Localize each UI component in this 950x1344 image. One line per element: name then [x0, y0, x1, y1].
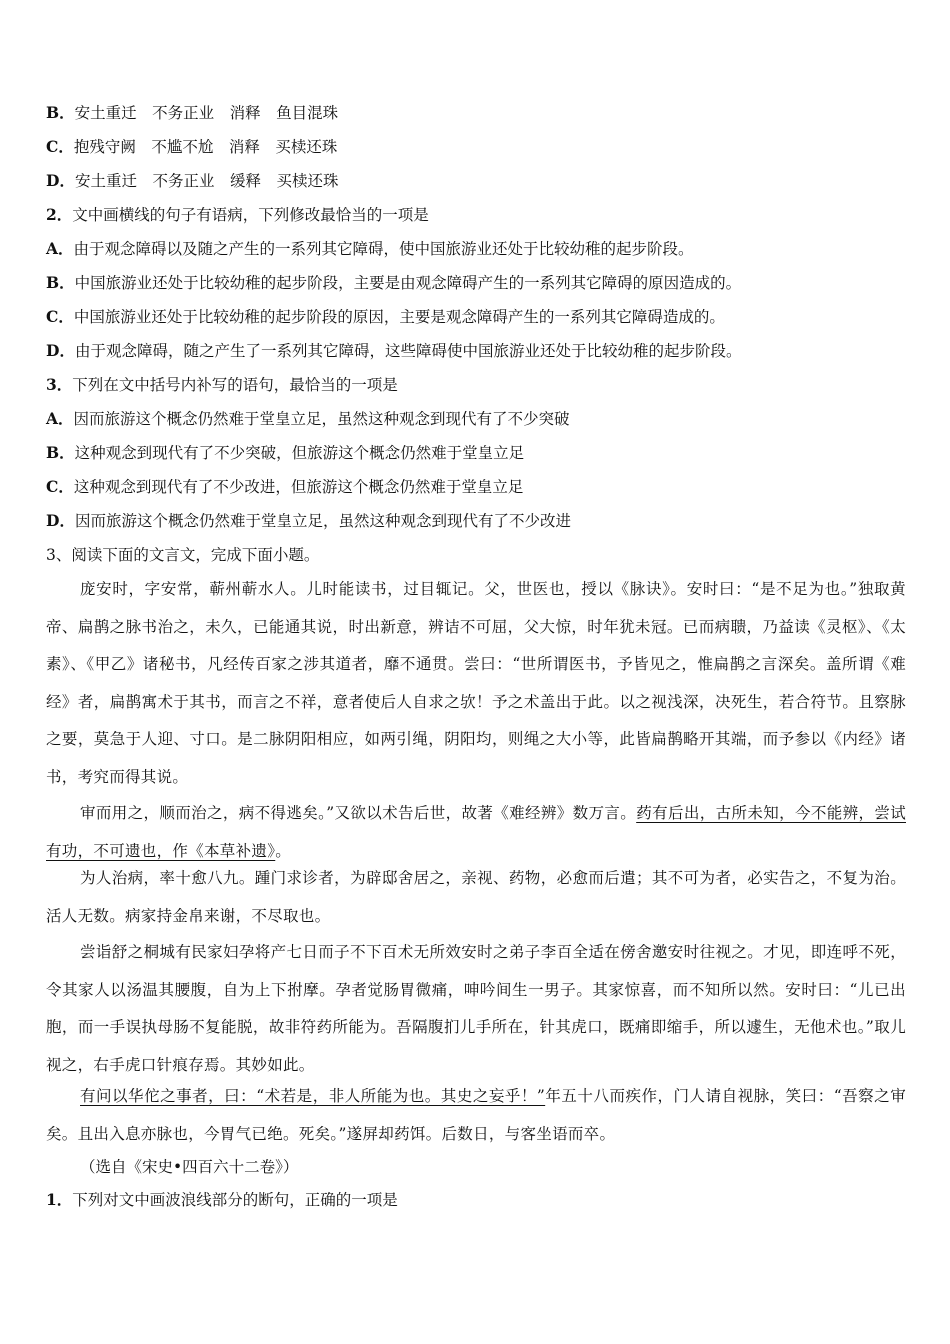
q2-option-d — [46, 341, 741, 361]
q2-option-a — [46, 239, 694, 259]
option-text: 中国旅游业还处于比较幼稚的起步阶段的原因，主要是观念障碍产生的一系列其它障碍造成的。 — [73, 308, 725, 326]
question-number: 2． — [46, 205, 73, 224]
passage-paragraph-1: 庞安时，字安常，蕲州蕲水人。儿时能读书，过目辄记。父，世医也，授以《脉诀》。安时曰：“是不足为也。”独取黄帝、扁鹊之脉书治之，未久，已能通其说，时出新意，辨诘不可屈，父大惊，时年犹未冠。已而病聩，乃益读《灵枢》、《太素》、《甲乙》诸秘书，凡经传百家之涉其道者，靡不通贯。尝曰：“世所谓医书，予皆见之，惟扁鹊之言深矣。盖所谓《难经》者，扁鹊寓术于其书，而言之不祥，意者使后人自求之欤！予之术盖出于此。以之视浅深，决死生，若合符节。且察脉之要，莫急于人迎、寸口。是二脉阴阳相应，如两引绳，阴阳均，则绳之大小等，此皆扁鹊略开其端，而予参以《内经》诸书，考究而得其说。 — [46, 580, 906, 786]
option-letter: B． — [46, 443, 75, 462]
question-text: 下列对文中画波浪线部分的断句，正确的一项是 — [72, 1191, 398, 1209]
passage-paragraph-2 — [46, 795, 906, 870]
option-letter: D． — [46, 171, 75, 190]
option-letter: A． — [46, 409, 74, 428]
q1-option-b — [46, 103, 338, 123]
option-text: 抱残守阙 不尴不尬 消释 买椟还珠 — [73, 138, 338, 156]
q3-option-a — [46, 409, 570, 429]
passage-text: 。 — [275, 841, 292, 860]
q3-option-b — [46, 443, 524, 463]
passage-paragraph-3: 为人治病，率十愈八九。踵门求诊者，为辟邸舍居之，亲视、药物，必愈而后遣；其不可为者，必实告之，不复为治。活人无数。病家持金帛来谢，不尽取也。 — [46, 869, 906, 925]
q2-option-b — [46, 273, 741, 293]
option-text: 安土重迁 不务正业 缓释 买椟还珠 — [74, 172, 339, 190]
option-letter: C． — [46, 477, 74, 496]
option-letter: A． — [46, 239, 74, 258]
question-number: 3． — [46, 375, 73, 394]
underlined-sentence: 药有后出，古所未知，今不能辨，尝试有功，不可遗也，作《本草补遗》 — [46, 804, 906, 860]
passage-paragraph-5 — [46, 1078, 906, 1153]
option-text: 由于观念障碍，随之产生了一系列其它障碍，这些障碍使中国旅游业还处于比较幼稚的起步阶段。 — [74, 342, 742, 360]
option-letter: B． — [46, 103, 75, 122]
option-letter: D． — [46, 511, 75, 530]
q2-option-c — [46, 307, 725, 327]
passage-source: （选自《宋史•四百六十二卷》） — [80, 1158, 299, 1176]
underlined-sentence: 有问以华佗之事者，曰：“术若是，非人所能为也。其史之妄乎！” — [80, 1087, 546, 1105]
option-letter: C． — [46, 137, 74, 156]
passage-paragraph-4: 尝诣舒之桐城有民家妇孕将产七日而子不下百术无所效安时之弟子李百全适在傍舍邀安时往视之。才见，即连呼不死，令其家人以汤温其腰腹，自为上下拊摩。孕者觉肠胃微痛，呻吟间生一男子。其家惊喜，而不知所以然。安时曰：“儿已出胞，而一手误执母肠不复能脱，故非符药所能为。吾隔腹扪儿手所在，针其虎口，既痛即缩手，所以遽生，无他术也。”取儿视之，右手虎口针痕存焉。其妙如此。 — [46, 943, 906, 1074]
question-text: 下列在文中括号内补写的语句，最恰当的一项是 — [72, 376, 398, 394]
passage-text: 审而用之，顺而治之，病不得逃矣。”又欲以术告后世，故著《难经辨》数万言。 — [80, 804, 637, 822]
option-letter: D． — [46, 341, 75, 360]
option-text: 安土重迁 不务正业 消释 鱼目混珠 — [74, 104, 339, 122]
option-text: 因而旅游这个概念仍然难于堂皇立足，虽然这种观念到现代有了不少突破 — [73, 410, 570, 428]
sub-question-1 — [46, 1190, 398, 1210]
q3-option-d — [46, 511, 571, 531]
option-text: 由于观念障碍以及随之产生的一系列其它障碍，使中国旅游业还处于比较幼稚的起步阶段。 — [73, 240, 694, 258]
section-heading: 3、阅读下面的文言文，完成下面小题。 — [46, 546, 320, 564]
option-text: 中国旅游业还处于比较幼稚的起步阶段，主要是由观念障碍产生的一系列其它障碍的原因造成的。 — [74, 274, 742, 292]
q1-option-d — [46, 171, 338, 191]
option-text: 这种观念到现代有了不少突破，但旅游这个概念仍然难于堂皇立足 — [74, 444, 525, 462]
q3-option-c — [46, 477, 523, 497]
question-text: 文中画横线的句子有语病，下列修改最恰当的一项是 — [72, 206, 429, 224]
q2-stem — [46, 205, 429, 225]
option-letter: B． — [46, 273, 75, 292]
q1-option-c — [46, 137, 337, 157]
option-text: 这种观念到现代有了不少改进，但旅游这个概念仍然难于堂皇立足 — [73, 478, 524, 496]
option-text: 因而旅游这个概念仍然难于堂皇立足，虽然这种观念到现代有了不少改进 — [74, 512, 571, 530]
option-letter: C． — [46, 307, 74, 326]
passage-text: 年五十八而疾作，门人请自视脉，笑曰：“吾察之审矣。且出入息亦脉也，今胃气已绝。死矣。”遂屏却药饵。后数日，与客坐语而卒。 — [46, 1087, 907, 1143]
question-number: 1． — [46, 1190, 73, 1209]
q3-stem — [46, 375, 398, 395]
